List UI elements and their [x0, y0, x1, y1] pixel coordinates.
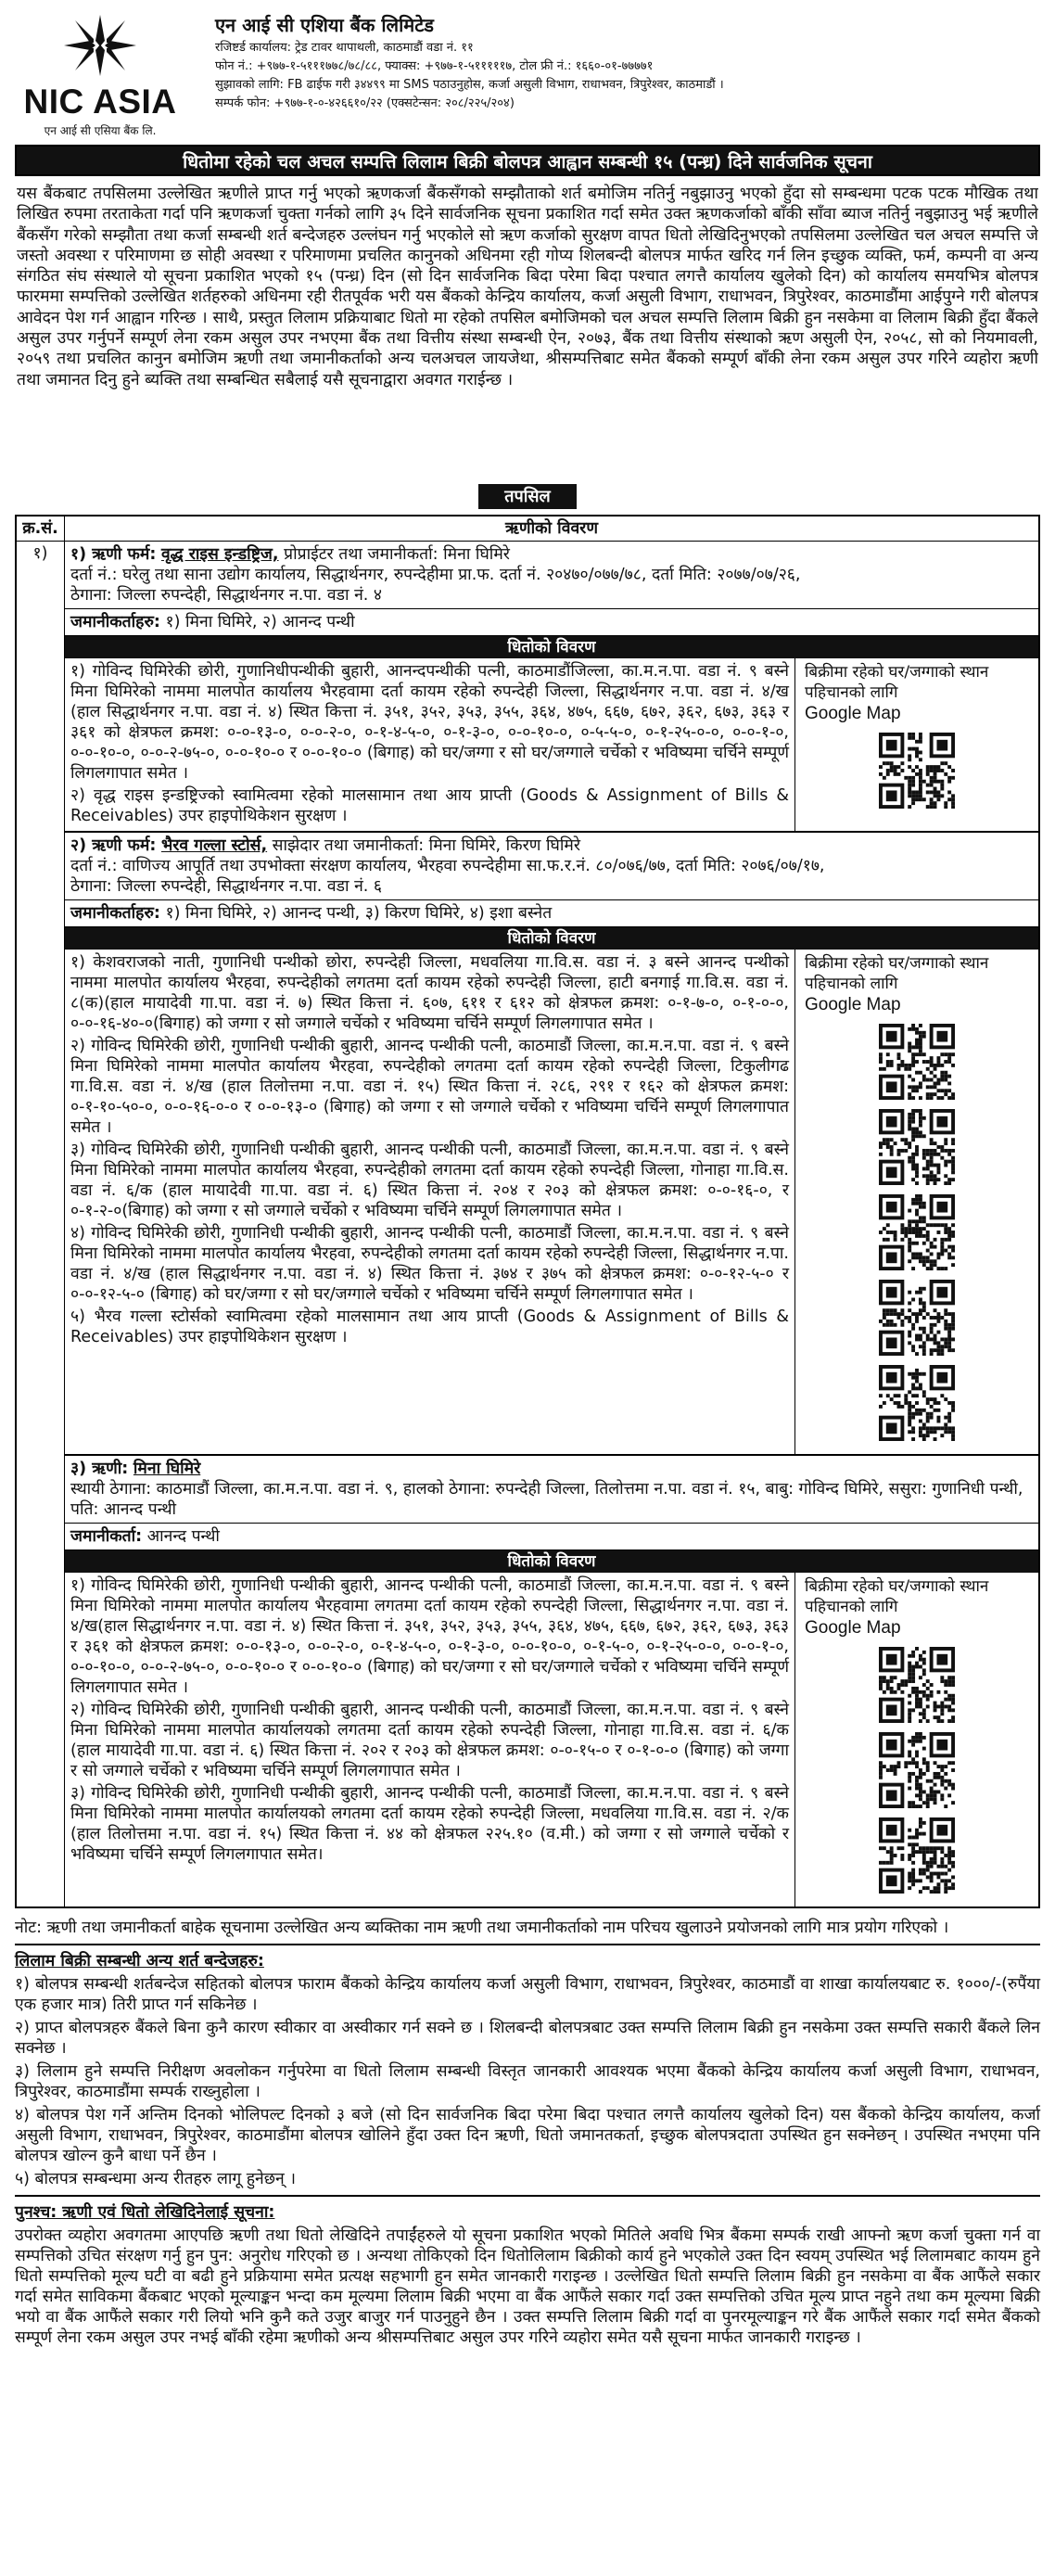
collateral-item: २) गोविन्द घिमिरेकी छोरी, गुणानिधी पन्थीकी बुहारी, आनन्द पन्थीकी पत्नी, काठमाडौं जिल्ला, का.म.न.पा. वडा नं. ९ बस्ने मिना घिमिरेको नाममा मालपोत कार्यालयको लगतमा दर्ता कायम रहेको रुपन्देही जिल्ला, गोनाहा गा.वि.स. वडा नं. ६/क (हाल मायादेवी गा.पा. वडा नं. ६) स्थित कित्ता नं. २०२ र २०३ को क्षेत्रफल क्रमश: ०-०-१५-० र ०-१-०-० (बिगाह) को जग्गा र सो जग्गाले चर्चेको र भविष्यमा चर्चिने सम्पूर्ण लिगलगापात समेत ।: [70, 1701, 789, 1780]
map-side: [795, 658, 1038, 831]
collateral-block: [65, 1573, 1038, 1906]
collateral-item: ५) भैरव गल्ला स्टोर्सको स्वामित्वमा रहेको मालसामान तथा आय प्राप्ती (Goods & Assignment of Bills & Receivables) उपर हाइपोथिकेशन सुरक्षण ।: [70, 1307, 789, 1346]
terms-title: लिलाम बिक्री सम्बन्धी अन्य शर्त बन्देजहरु:: [15, 1952, 264, 1970]
table-header: [17, 516, 1038, 542]
guarantors-value: १) मिना घिमिरे, २) आनन्द पन्थी, ३) किरण घिमिरे, ४) इशा बस्नेत: [159, 904, 553, 923]
borrower-details: [65, 833, 1038, 900]
bank-name: एन आई सी एशिया बैंक लिमिटेड: [215, 14, 434, 36]
borrower-section: [65, 542, 1038, 833]
notice-page: [15, 9, 1040, 2351]
map-note: बिक्रीमा रहेको घर/जग्गाको स्थान पहिचानको लागि: [805, 1577, 989, 1616]
map-side: [795, 1573, 1038, 1906]
borrower-title-label: १) ऋणी फर्म:: [70, 545, 157, 564]
collateral-block: [65, 658, 1038, 831]
collateral-item: २) वृद्ध राइस इन्डष्ट्रिज्को स्वामित्वमा रहेको मालसामान तथा आय प्राप्ती (Goods & Assignment of Bills & Receivables) उपर हाइपोथिकेशन सुरक्षण ।: [70, 786, 789, 825]
final-title: पुनश्च: ऋणी एवं धितो लेखिदिनेलाई सूचना:: [15, 2203, 275, 2222]
google-map-label: Google Map: [805, 704, 901, 723]
qr-code-icon[interactable]: [879, 1647, 955, 1723]
borrower-details: [65, 542, 1038, 609]
guarantors-label: जमानीकर्ताहरु:: [70, 904, 160, 923]
logo-star-icon: [62, 13, 138, 78]
collateral-item: २) गोविन्द घिमिरेकी छोरी, गुणानिधी पन्थीकी बुहारी, आनन्द पन्थीकी पत्नी, काठमाडौं जिल्ला, का.म.न.पा. वडा नं. ९ बस्ने मिना घिमिरेको नाममा मालपोत कार्यालय भैरहवा, रुपन्देहीको लगतमा दर्ता कायम रहेको रुपन्देही जिल्ला, टिकुलीगढ गा.वि.स. वडा नं. ४/ख (हाल तिलोत्तमा न.पा. वडा नं. १५) स्थित कित्ता नं. २८६, २९१ र १६२ को क्षेत्रफल क्रमश: ०-१-१०-५०-०, ०-०-१६-०-० र ०-०-१३-० (बिगाह) को जग्गा र सो जग्गाले चर्चेको र भविष्यमा चर्चिने सम्पूर्ण लिगलगापात समेत ।: [70, 1037, 789, 1137]
note-text: नोट: ऋणी तथा जमानीकर्ता बाहेक सूचनामा उल्लेखित अन्य ब्यक्तिका नाम ऋणी तथा जमानीकर्ताको नाम परिचय खुलाउने प्रयोजनको लागि मात्र प्रयोग गरिएको ।: [15, 1919, 949, 1937]
borrower-line: ठेगाना: जिल्ला रुपन्देही, सिद्धार्थनगर न.पा. वडा नं. ४: [70, 586, 383, 605]
borrower-line: दर्ता नं.: वाणिज्य आपूर्ति तथा उपभोक्ता संरक्षण कार्यालय, भैरहवा रुपन्देहीमा सा.फ.र.नं. ८०/०७६/७७, दर्ता मिति: २०७६/०७/१७,: [70, 857, 825, 875]
notes-section: [15, 1918, 1040, 2348]
map-side: [795, 950, 1038, 1454]
map-note: बिक्रीमा रहेको घर/जग्गाको स्थान पहिचानको लागि: [805, 663, 989, 702]
contact-line: फोन नं.: +९७७-१-५१११७७८/७८/८८, फ्याक्स: +९७७-१-५१११११७, टोल फ्री नं.: १६६०-०१-७७७७१: [215, 59, 654, 73]
terms-list: [15, 1974, 1040, 2189]
google-map-label: Google Map: [805, 995, 901, 1014]
collateral-list: [65, 950, 795, 1454]
borrower-title: [70, 544, 1033, 565]
borrower-name: वृद्ध राइस इन्डष्ट्रिज,: [160, 545, 279, 564]
divider: [15, 1944, 1040, 1945]
borrower-table: [15, 515, 1040, 1908]
col-sn: क्र.सं.: [17, 516, 65, 541]
borrower-name: मिना घिमिरे: [133, 1460, 201, 1478]
notice-title: धितोमा रहेको चल अचल सम्पत्ति लिलाम बिक्री बोलपत्र आह्वान सम्बन्धी १५ (पन्ध्र) दिने सार्वजनिक सूचना: [15, 145, 1040, 176]
borrower-title: [70, 835, 1033, 856]
borrower-line: स्थायी ठेगाना: काठमाडौं जिल्ला, का.म.न.पा. वडा नं. ९, हालको ठेगाना: रुपन्देही जिल्ला, तिलोत्तमा न.पा. वडा नं. १५, बाबु: गोविन्द घिमिरे, ससुरा: गुणानिधी पन्थी, पति: आनन्द पन्थी: [70, 1480, 1023, 1519]
contact-line: सम्पर्क फोन: +९७७-१-०-४२६६१०/२२ (एक्सटेन्सन: २०८/२२५/२०४): [215, 96, 515, 110]
borrower-section: [65, 833, 1038, 1456]
collateral-item: १) गोविन्द घिमिरेकी छोरी, गुणानिधीपन्थीकी बुहारी, आनन्दपन्थीकी पत्नी, काठमाडौंजिल्ला, का.म.न.पा. वडा नं. ९ बस्ने मिना घिमिरेको नाममा मालपोत कार्यालय भैरहवामा दर्ता कायम रहेको रुपन्देही जिल्ला, सिद्धार्थनगर न.पा. वडा नं. ४/ख (हाल सिद्धार्थनगर न.पा. वडा नं. ४) स्थित कित्ता नं. ३५१, ३५२, ३५३, ३५५, ३६४, ४७५, ६६७, ६७२, ३६२, ६७३, ३६३ र ३६१ को क्षेत्रफल क्रमश: ०-०-१३-०, ०-०-२-०, ०-१-४-५-०, ०-१-३-०, ०-०-१०-०, ०-५-५-०, ०-१-२५-०-०, ०-०-१-०, ०-०-१०-०, ०-०-२-७५-०, ०-०-१०-० र ०-०-१०-० (बिगाह) को घर/जग्गा र सो घर/जग्गाले चर्चेको र भविष्यमा चर्चिने सम्पूर्ण लिगलगापात समेत ।: [70, 662, 789, 783]
borrower-title-label: २) ऋणी फर्म:: [70, 836, 157, 855]
guarantors-label: जमानीकर्ताहरु:: [70, 613, 160, 631]
tapsil-label: तपसिल: [478, 484, 577, 509]
borrower-line: दर्ता नं.: घरेलु तथा साना उद्योग कार्यालय, सिद्धार्थनगर, रुपन्देहीमा प्रा.फ. दर्ता नं. २०४७०/०७७/७८, दर्ता मिति: २०७७/०७/२६,: [70, 566, 801, 584]
divider: [15, 2195, 1040, 2197]
term-item: १) बोलपत्र सम्बन्धी शर्तबन्देज सहितको बोलपत्र फाराम बैंकको केन्द्रिय कार्यालय कर्जा असुली विभाग, राधाभवन, त्रिपुरेश्वर, काठमाडौं वा शाखा कार्यालयबाट रु. १०००/-(रुपैंया एक हजार मात्र) तिरी प्राप्त गर्न सकिनेछ ।: [15, 1975, 1040, 2014]
term-item: ३) लिलाम हुने सम्पत्ति निरीक्षण अवलोकन गर्नुपरेमा वा धितो लिलाम सम्बन्धी विस्तृत जानकारी आवश्यक भएमा बैंकको केन्द्रिय कार्यालय कर्जा असुली विभाग, राधाभवन, त्रिपुरेश्वर, काठमाडौंमा सम्पर्क राख्नुहोला ।: [15, 2062, 1040, 2101]
borrower-details: [65, 1456, 1038, 1524]
guarantors-label: जमानीकर्ता:: [70, 1527, 143, 1546]
collateral-item: १) केशवराजको नाती, गुणानिधी पन्थीको छोरा, रुपन्देही जिल्ला, मधवलिया गा.वि.स. वडा नं. ३ बस्ने आनन्द पन्थीको नाममा मालपोत कार्यालय भैरहवा, रुपन्देहीको लगतमा दर्ता कायम रहेको रुपन्देही जिल्ला, हाटी बनगाई गा.वि.स. वडा नं. ८(क)(हाल मायादेवी गा.पा. वडा नं. ७) स्थित कित्ता नं. ६०७, ६११ र ६१२ को क्षेत्रफल क्रमश: ०-१-७-०, ०-१-०-०, ०-०-१६-४०-०(बिगाह) को जग्गा र सो जग्गाले चर्चेको र भविष्यमा चर्चिने सम्पूर्ण लिगलगापात समेत ।: [70, 953, 789, 1033]
borrower-section: [65, 1456, 1038, 1906]
borrower-title: [70, 1459, 1033, 1479]
guarantors-row: [65, 609, 1038, 636]
qr-code-icon[interactable]: [879, 1365, 955, 1441]
guarantors-row: [65, 900, 1038, 927]
collateral-block: [65, 950, 1038, 1454]
intro-paragraph: यस बैंकबाट तपसिलमा उल्लेखित ऋणीले प्राप्त गर्नु भएको ऋणकर्जा बैंकसँगको सम्झौताको शर्त बमोजिम नतिर्नु नबुझाउनु भएको हुँदा सो सम्बन्धमा पटक पटक मौखिक तथा लिखित रुपमा तरताकेता गर्दा पनि ऋणकर्जा चुक्ता गर्नको लागि ३५ दिने सार्वजनिक सूचना प्रकाशित गर्दा समेत उक्त ऋणकर्जाको बाँकी साँवा ब्याज नतिर्नु नबुझाउनु भई ऋणीले बैंकसँग गरेको सम्झौता तथा कर्जा सम्बन्धी शर्त बन्देजहरु उल्लंघन गर्नु भएकोले सो ऋण कर्जाको सुरक्षण वापत धितो लेखिदिनुभएको तपसिलमा उल्लेखित चल अचल सम्पत्ति जे जस्तो अवस्था र परिमाणमा छ सोही अवस्था र परिमाणमा प्रचलित कानुनको अधिनमा रही गोप्य शिलबन्दी बोलपत्र मार्फत खरिद गर्न लिन इच्छुक व्यक्ति, फर्म, कम्पनी वा अन्य संगठित संघ संस्थाले यो सूचना प्रकाशित भएको १५ (पन्ध्र) दिन (सो दिन सार्वजनिक बिदा परेमा बिदा पश्चात लगत्तै कार्यालय खुलेको दिन) को कार्यालय समयभित्र बोलपत्र फारममा सम्पत्तिको उल्लेखित शर्तहरुको अधिनमा रही रीतपूर्वक भरी यस बैंकको केन्द्रिय कार्यालय, कर्जा असुली विभाग, राधाभवन, त्रिपुरेश्वर, काठमाडौंमा आईपुग्ने गरी बोलपत्र आवेदन पेश गर्न आह्वान गरिन्छ । साथै, प्रस्तुत लिलाम प्रक्रियाबाट धितो मा रहेको तपसिल बमोजिमको चल अचल सम्पत्ति लिलाम बिक्री हुन नसकेमा वा लिलाम बिक्री हुँदा बैंकले असुल उपर गर्नुपर्ने सम्पूर्ण लेना रकम असुल उपर नभएमा बैंक तथा वित्तीय संस्था सम्बन्धी ऐन, २०७३, बैंक तथा वित्तीय संस्थाको ऋण असुली ऐन, २०५८, सो को नियमावली, २०५९ तथा प्रचलित कानुन बमोजिम ऋणी तथा जमानीकर्ताको अन्य चलअचल जायजेथा, श्रीसम्पत्तिबाट समेत बैंकको सम्पूर्ण बाँकी लेना रकम असुल उपर गरिने व्यहोरा ऋणी तथा जमानत दिनु हुने ब्यक्ति तथा सम्बन्धित सबैलाई यसै सूचनाद्वारा अवगत गराईन्छ ।: [17, 185, 1038, 389]
collateral-list: [65, 1573, 795, 1906]
final-text: उपरोक्त व्यहोरा अवगतमा आएपछि ऋणी तथा धितो लेखिदिने तपाईंहरुले यो सूचना प्रकाशित भएको मितिले अवधि भित्र बैंकमा सम्पर्क राखी आफ्नो ऋण कर्जा चुक्ता गर्न वा सम्पत्तिको उचित संरक्षण गर्नु हुन पुन: अनुरोध गरिएको छ । अन्यथा तोकिएको दिन धितोलिलाम बिक्रीको कार्य हुने भएकोले उक्त दिन स्वयम् उपस्थित भई लिलामबाट कायम हुने धितो सम्पत्तिको मूल्य घटी वा बढी हुने प्रक्रियामा समेत प्रत्यक्ष सहभागी हुन समेत जानकारी गराइन्छ । उल्लेखित धितो सम्पत्ति लिलाम बिक्री हुन नसकेमा वा बैंक आफैंले सकार गर्दा समेत साविकमा बैंकबाट भएको मूल्याङ्कन भन्दा कम मूल्यमा लिलाम बिक्री भएमा वा बैंक आफैंले सकार गर्दा उक्त सम्पत्तिको उचित मूल्य प्राप्त नहुने तथा कम मूल्यमा बिक्री भयो वा बैंक आफैंले सकार गरी लियो भनि कुनै कते उजुर बाजुर गर्न पाउनुहुने छैन । उक्त सम्पत्ति लिलाम बिक्री गर्दा वा पुनरमूल्याङ्कन गरे बैंक आफैंले सकार गर्दा समेत बैंकको सम्पूर्ण लेना रकम असुल उपर नभई बाँकी रहेमा ऋणीको अन्य श्रीसम्पत्तिबाट असुल उपर गरिने व्यहोरा समेत यसै सूचना मार्फत जानकारी गराइन्छ ।: [15, 2226, 1040, 2347]
borrower-name: भैरव गल्ला स्टोर्स,: [160, 836, 268, 855]
google-map-label: Google Map: [805, 1618, 901, 1638]
qr-code-icon[interactable]: [879, 733, 955, 809]
collateral-list: [65, 658, 795, 831]
bank-contact-block: [215, 13, 1040, 113]
logo-name: NIC ASIA: [23, 83, 177, 121]
collateral-item: ४) गोविन्द घिमिरेकी छोरी, गुणानिधी पन्थीकी बुहारी, आनन्द पन्थीकी पत्नी, काठमाडौं जिल्ला, का.म.न.पा. वडा नं. ९ बस्ने मिना घिमिरेको नाममा मालपोत कार्यालय भैरहवा, रुपन्देहीको लगतमा दर्ता कायम रहेको रुपन्देही जिल्ला, सिद्धार्थनगर न.पा. वडा नं. ४/ख (हाल सिद्धार्थनगर न.पा. वडा नं. ४) स्थित कित्ता नं. ३७४ र ३७५ को क्षेत्रफल क्रमश: ०-०-१२-५-० र ०-०-१२-५-० (बिगाह) को घर/जग्गा र सो घर/जग्गाले चर्चेको र भविष्यमा चर्चिने सम्पूर्ण लिगलगापात समेत ।: [70, 1224, 789, 1304]
contact-line: रजिष्टर्ड कार्यालय: ट्रेड टावर थापाथली, काठमाडौं वडा नं. ११: [215, 41, 474, 55]
guarantors-value: आनन्द पन्थी: [142, 1527, 220, 1546]
collateral-header: धितोको विवरण: [65, 927, 1038, 950]
table-row: [17, 542, 1038, 1906]
borrower-title-rest: साझेदार तथा जमानीकर्ता: मिना घिमिरे, किरण घिमिरे: [267, 836, 581, 855]
row-sn: १): [17, 542, 65, 1906]
contact-line: सुझावको लागि: FB ढाईफ गरी ३४४९९ मा SMS पठाउनुहोस, कर्जा असुली विभाग, राधाभवन, त्रिपुरेश्वर, काठमाडौं ।: [215, 78, 724, 92]
bank-header: [15, 9, 1040, 145]
guarantors-row: [65, 1524, 1038, 1550]
term-item: ५) बोलपत्र सम्बन्धमा अन्य रीतहरु लागू हुनेछन् ।: [15, 2170, 296, 2188]
collateral-header: धितोको विवरण: [65, 1550, 1038, 1573]
bank-logo: [20, 13, 180, 141]
qr-code-icon[interactable]: [879, 1109, 955, 1185]
collateral-header: धितोको विवरण: [65, 636, 1038, 658]
guarantors-value: १) मिना घिमिरे, २) आनन्द पन्थी: [159, 613, 355, 631]
qr-code-icon[interactable]: [879, 1194, 955, 1270]
borrower-title-rest: प्रोप्राईटर तथा जमानीकर्ता: मिना घिमिरे: [278, 545, 510, 564]
collateral-item: १) गोविन्द घिमिरेकी छोरी, गुणानिधी पन्थीकी बुहारी, आनन्द पन्थीकी पत्नी, काठमाडौं जिल्ला, का.म.न.पा. वडा नं. ९ बस्ने मिना घिमिरेको नाममा मालपोत कार्यालय भैरहवामा लगतमा दर्ता कायम रहेको रुपन्देही जिल्ला, सिद्धार्थनगर न.पा. वडा नं. ४/ख(हाल सिद्धार्थनगर न.पा. वडा नं. ४) स्थित कित्ता नं. ३५१, ३५२, ३५३, ३५५, ३६४, ४७५, ६६७, ६७२, ३६२, ६७३, ३६३ र ३६१ को क्षेत्रफल क्रमश: ०-०-१३-०, ०-०-२-०, ०-१-४-५-०, ०-१-३-०, ०-०-१०-०, ०-१-५-०, ०-१-२५-०-०, ०-०-१-०, ०-०-१०-०, ०-०-२-७५-०, ०-०-१०-० र ०-०-१०-० (बिगाह) को घर/जग्गा र सो घर/जग्गाले चर्चेको र भविष्यमा चर्चिने सम्पूर्ण लिगलगापात समेत ।: [70, 1576, 789, 1697]
qr-code-icon[interactable]: [879, 1817, 955, 1894]
term-item: ४) बोलपत्र पेश गर्ने अन्तिम दिनको भोलिपल्ट दिनको ३ बजे (सो दिन सार्वजनिक बिदा परेमा बिदा पश्चात लगत्तै कार्यालय खुलेको दिन) यस बैंकको केन्द्रिय कार्यालय, कर्जा असुली विभाग, राधाभवन, त्रिपुरेश्वर, काठमाडौंमा बोलपत्र खोलिने हुँदा उक्त दिन ऋणी, धितो जमानतकर्ता, इच्छुक बोलपत्रदाता उपस्थित हुन सक्नेछन् । उपस्थित नभएमा पनि बोलपत्र खोल्न कुनै बाधा पर्ने छैन ।: [15, 2106, 1040, 2165]
qr-code-icon[interactable]: [879, 1280, 955, 1356]
borrower-line: ठेगाना: जिल्ला रुपन्देही, सिद्धार्थनगर न.पा. वडा नं. ६: [70, 877, 383, 896]
qr-code-icon[interactable]: [879, 1024, 955, 1100]
logo-subtitle: एन आई सी एसिया बैंक लि.: [44, 124, 157, 137]
map-note: बिक्रीमा रहेको घर/जग्गाको स्थान पहिचानको लागि: [805, 954, 989, 993]
borrowers-cell: [65, 542, 1038, 1906]
borrower-title-label: ३) ऋणी:: [70, 1460, 129, 1478]
qr-code-icon[interactable]: [879, 1732, 955, 1808]
collateral-item: ३) गोविन्द घिमिरेकी छोरी, गुणानिधी पन्थीकी बुहारी, आनन्द पन्थीकी पत्नी, काठमाडौं जिल्ला, का.म.न.पा. वडा नं. ९ बस्ने मिना घिमिरेको नाममा मालपोत कार्यालय भैरहवा, रुपन्देहीको लगतमा दर्ता कायम रहेको रुपन्देही जिल्ला, गोनाहा गा.वि.स. वडा नं. ६/क (हाल मायादेवी गा.पा. वडा नं. ६) स्थित कित्ता नं. २०४ र २०३ को क्षेत्रफल क्रमश: ०-०-१६-०, र ०-१-२-०(बिगाह) को जग्गा र सो जग्गाले चर्चेको र भविष्यमा चर्चिने सम्पूर्ण लिगलगापात समेत ।: [70, 1141, 789, 1220]
term-item: २) प्राप्त बोलपत्रहरु बैंकले बिना कुनै कारण स्वीकार वा अस्वीकार गर्न सक्ने छ । शिलबन्दी बोलपत्रबाट उक्त सम्पत्ति लिलाम बिक्री हुन नसकेमा उक्त सम्पत्ति सकारी बैंकले लिन सक्नेछ ।: [15, 2019, 1040, 2058]
col-desc: ऋणीको विवरण: [505, 519, 598, 538]
collateral-item: ३) गोविन्द घिमिरेकी छोरी, गुणानिधी पन्थीकी बुहारी, आनन्द पन्थीकी पत्नी, काठमाडौं जिल्ला, का.म.न.पा. वडा नं. ९ बस्ने मिना घिमिरेको नाममा मालपोत कार्यालयको लगतमा दर्ता कायम रहेको रुपन्देही जिल्ला, मधवलिया गा.वि.स. वडा नं. २/क (हाल तिलोत्तमा न.पा. वडा नं. १५) स्थित कित्ता नं. ४४ को क्षेत्रफल २२५.१० (व.मी.) को जग्गा र सो जग्गाले चर्चेको र भविष्यमा चर्चिने सम्पूर्ण लिगलगापात समेत।: [70, 1784, 789, 1864]
